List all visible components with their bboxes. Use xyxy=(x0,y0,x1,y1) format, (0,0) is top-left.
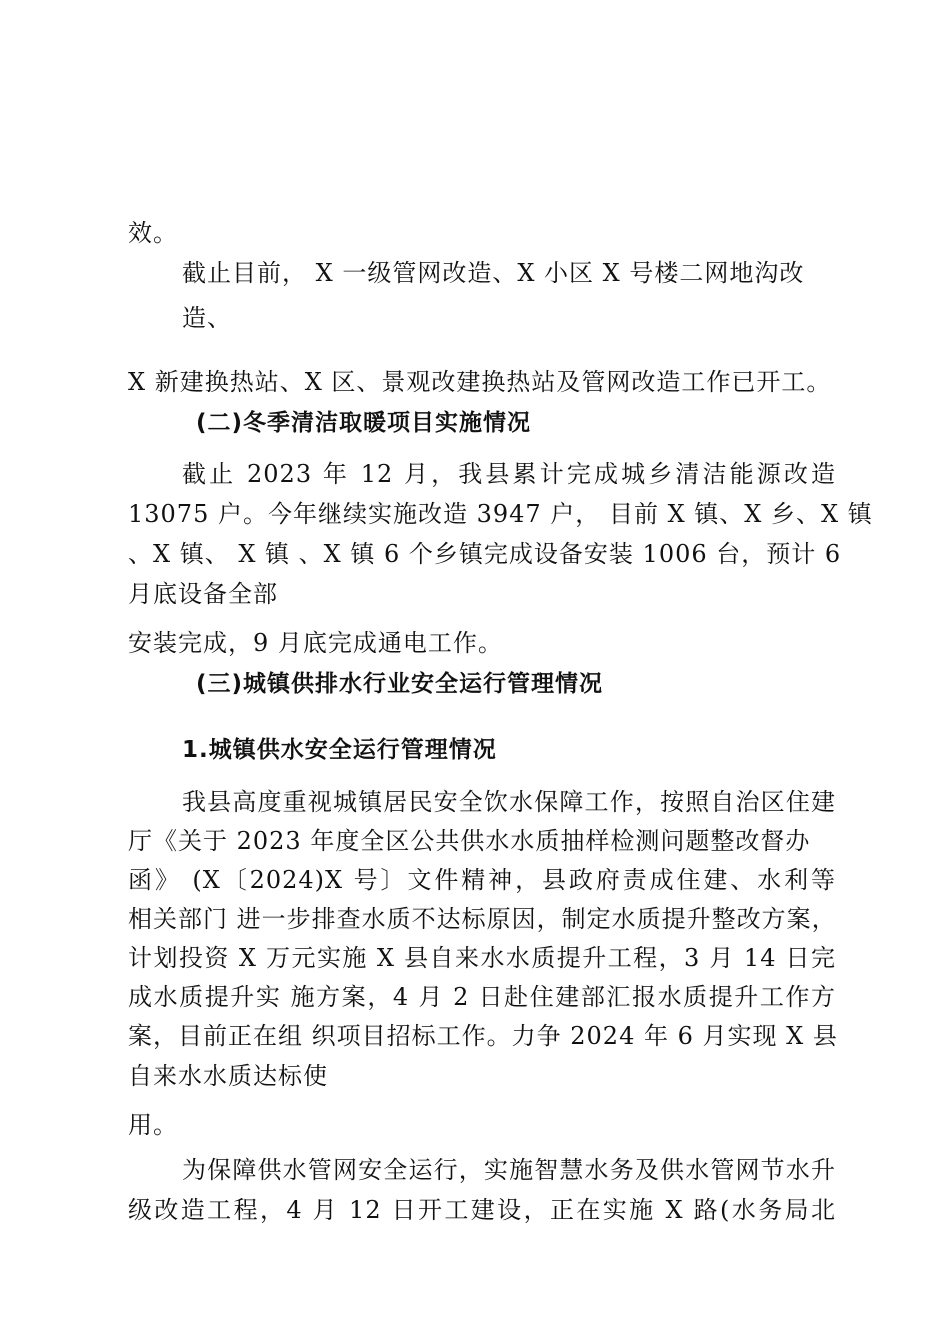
paragraph-line: 自来水水质达标使 xyxy=(128,1062,328,1090)
subsection-heading: 1.城镇供水安全运行管理情况 xyxy=(182,737,497,763)
paragraph-line: 相关部门 进一步排查水质不达标原因，制定水质提升整改方案， xyxy=(128,905,837,933)
paragraph-line: 用。 xyxy=(128,1111,178,1139)
paragraph-line: 、X 镇、 X 镇 、X 镇 6 个乡镇完成设备安装 1006 台，预计 6 xyxy=(128,540,842,568)
paragraph-line: 成水质提升实 施方案，4 月 2 日赴住建部汇报水质提升工作方 xyxy=(128,983,836,1011)
paragraph-line: 造、 xyxy=(182,304,232,332)
paragraph-line: X 新建换热站、X 区、景观改建换热站及管网改造工作已开工。 xyxy=(128,368,832,396)
paragraph-line: 效。 xyxy=(128,219,178,247)
section-heading: (三)城镇供排水行业安全运行管理情况 xyxy=(196,671,604,697)
paragraph-line: 安装完成，9 月底完成通电工作。 xyxy=(128,629,503,657)
paragraph-line: 月底设备全部 xyxy=(128,580,278,608)
paragraph-line: 为保障供水管网安全运行，实施智慧水务及供水管网节水升 xyxy=(182,1156,836,1184)
paragraph-line: 截止目前， X 一级管网改造、X 小区 X 号楼二网地沟改 xyxy=(182,259,805,287)
paragraph-line: 级改造工程，4 月 12 日开工建设，正在实施 X 路(水务局北 xyxy=(128,1196,836,1224)
section-heading: (二)冬季清洁取暖项目实施情况 xyxy=(196,410,532,436)
paragraph-line: 13075 户。今年继续实施改造 3947 户， 目前 X 镇、X 乡、X 镇 xyxy=(128,500,873,528)
paragraph-line: 计划投资 X 万元实施 X 县自来水水质提升工程，3 月 14 日完 xyxy=(128,944,836,972)
paragraph-line: 厅《关于 2023 年度全区公共供水水质抽样检测问题整改督办 xyxy=(128,827,811,855)
paragraph-line: 截止 2023 年 12 月，我县累计完成城乡清洁能源改造 xyxy=(182,460,836,488)
paragraph-line: 我县高度重视城镇居民安全饮水保障工作，按照自治区住建 xyxy=(182,788,836,816)
paragraph-line: 函》 (X〔2024)X 号〕文件精神，县政府责成住建、水利等 xyxy=(128,866,836,894)
paragraph-line: 案，目前正在组 织项目招标工作。力争 2024 年 6 月实现 X 县 xyxy=(128,1022,838,1050)
